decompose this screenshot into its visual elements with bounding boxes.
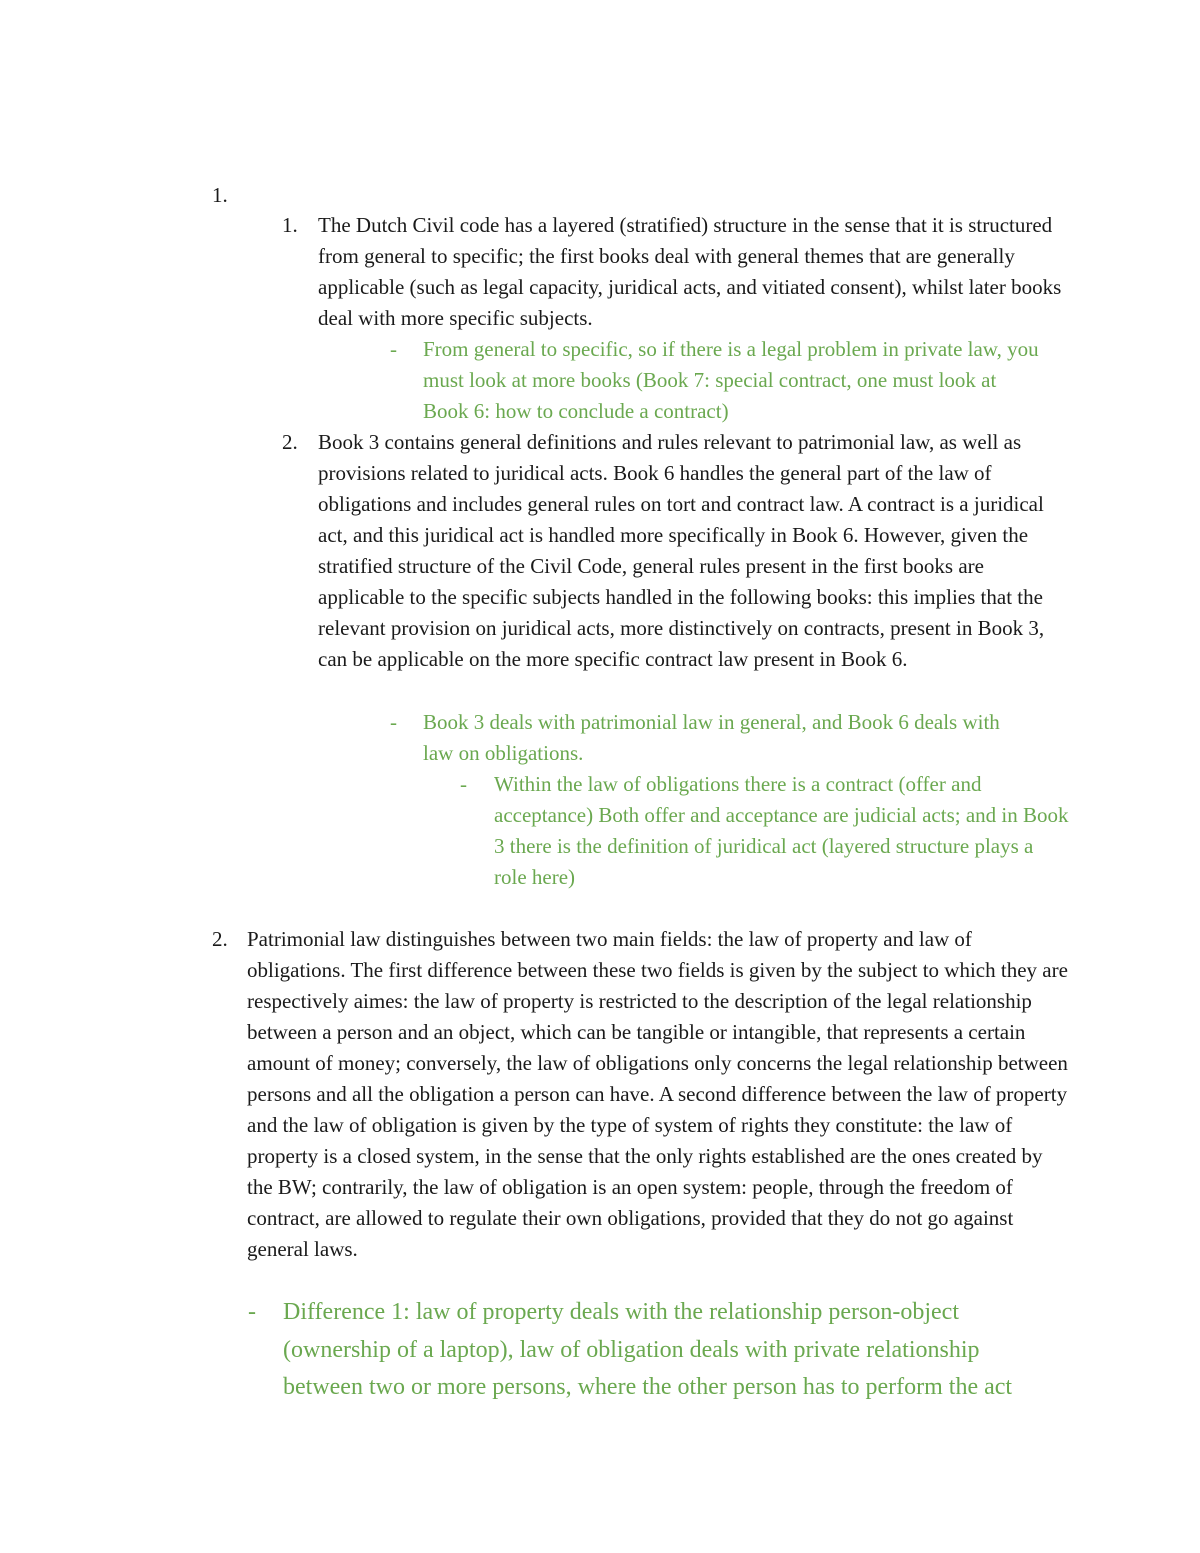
question-1-number: 1. [212, 183, 228, 207]
item-1-2-number: 2. [282, 430, 298, 454]
item-1-1-number: 1. [282, 213, 298, 237]
note-1-2-text: Book 3 deals with patrimonial law in general, and Book 6 deals with law on obligations. [423, 710, 1000, 765]
note-1-2-bullet: - [390, 710, 397, 734]
note-1-1-text: From general to specific, so if there is a legal problem in private law, you must look at more books (Book 7: special contract, one must look at Book 6: how to conclude a contract) [423, 337, 1039, 423]
note-2-text: Difference 1: law of property deals with the relationship person-object (ownership of a laptop), law of obligation deals with private relationship between two or more persons, where the other person has to perform the act [283, 1299, 1013, 1400]
question-2-text: Patrimonial law distinguishes between two main fields: the law of property and law of obligations. The first difference between these two fields is given by the subject to which they are respectively aimes: the law of property is restricted to the description of the legal relationship between a person and an object, which can be tangible or intangible, that represents a certain amount of money; conversely, the law of obligations only concerns the legal relationship between persons and all the obligation a person can have. A second difference between the law of property and the law of obligation is given by the type of system of rights they constitute: the law of property is a closed system, in the sense that the only rights established are the ones created by the BW; contrarily, the law of obligation is an open system: people, through the freedom of contract, are allowed to regulate their own obligations, provided that they do not go against general laws. [247, 927, 1068, 1261]
note-1-2-sub-text: Within the law of obligations there is a contract (offer and acceptance) Both offer and acceptance are judicial acts; and in Book 3 there is the definition of juridical act (layered structure plays a role here) [494, 772, 1069, 889]
item-1-2-text: Book 3 contains general definitions and rules relevant to patrimonial law, as well as provisions related to juridical acts. Book 6 handles the general part of the law of obligations and includes general rules on tort and contract law. A contract is a juridical act, and this juridical act is handled more specifically in Book 6. However, given the stratified structure of the Civil Code, general rules present in the first books are applicable to the specific subjects handled in the following books: this implies that the relevant provision on juridical acts, more distinctively on contracts, present in Book 3, can be applicable on the more specific contract law present in Book 6. [318, 430, 1045, 671]
note-1-1-bullet: - [390, 337, 397, 361]
note-2-bullet: - [248, 1299, 256, 1325]
question-2-number: 2. [212, 927, 228, 951]
note-1-2-sub-bullet: - [460, 772, 467, 796]
item-1-1-text: The Dutch Civil code has a layered (stratified) structure in the sense that it is structured from general to specific; the first books deal with general themes that are generally applicable (such as legal capacity, juridical acts, and vitiated consent), whilst later books deal with more specific subjects. [318, 213, 1062, 330]
